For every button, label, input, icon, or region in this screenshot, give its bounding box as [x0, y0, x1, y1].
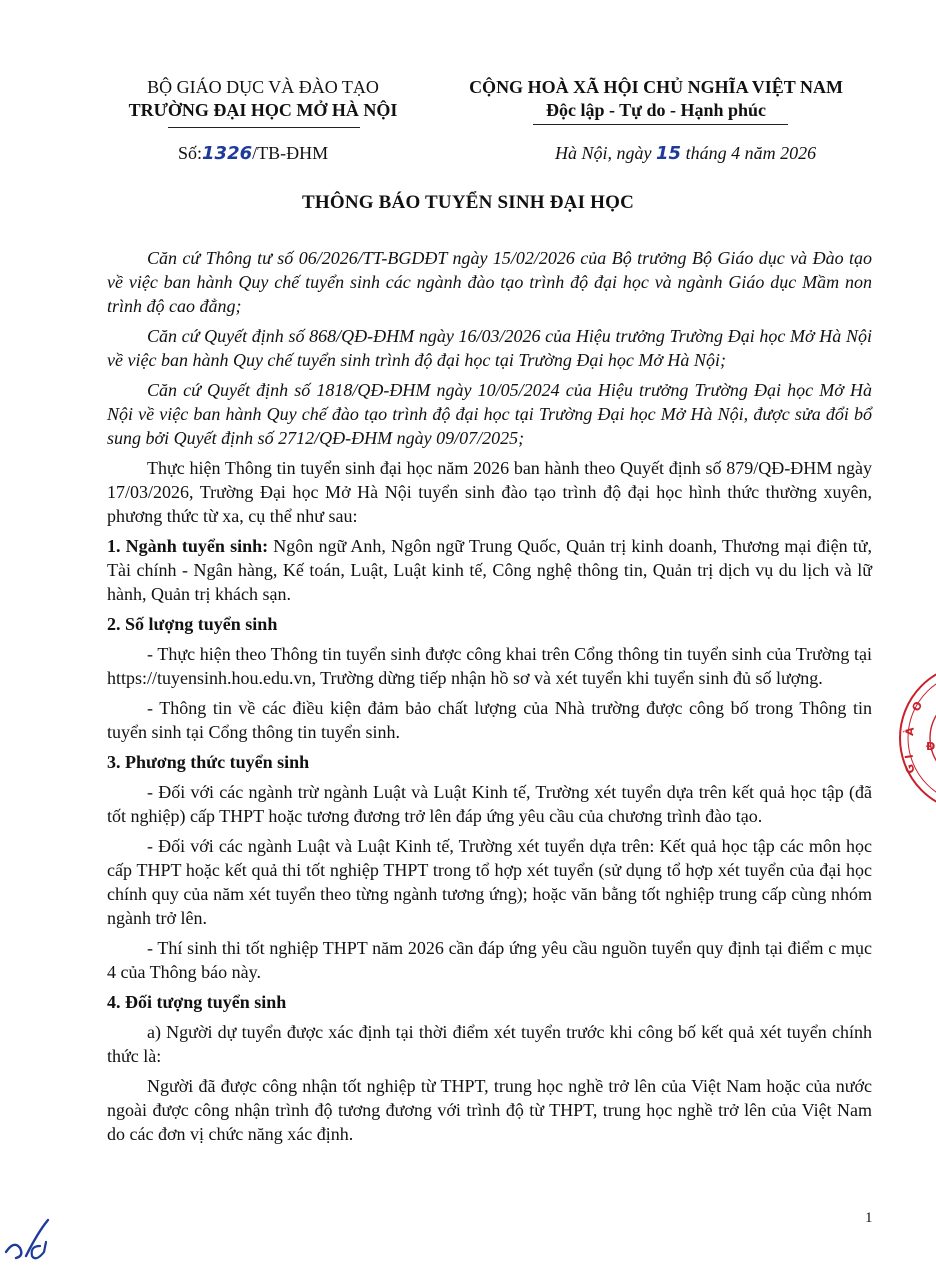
section-3-heading: 3. Phương thức tuyển sinh	[107, 752, 310, 772]
legal-basis-2: Căn cứ Quyết định số 868/QĐ-ĐHM ngày 16/03/2026 của Hiệu trưởng Trường Đại học Mở Hà Nội về việc ban hành Quy chế tuyển sinh trình độ đại học tại Trường Đại học Mở Hà Nội;	[107, 326, 872, 370]
national-motto: Độc lập - Tự do - Hạnh phúc	[545, 100, 767, 120]
section-1	[107, 534, 872, 606]
document-date	[555, 140, 816, 167]
legal-basis-3: Căn cứ Quyết định số 1818/QĐ-ĐHM ngày 10/05/2024 của Hiệu trưởng Trường Đại học Mở Hà Nội về việc ban hành Quy chế đào tạo trình độ đại học tại Trường Đại học Mở Hà Nội, được sửa đổi bổ sung bởi Quyết định số 2712/QĐ-ĐHM ngày 09/07/2025;	[107, 380, 872, 448]
ministry-name: BỘ GIÁO DỤC VÀ ĐÀO TẠO	[147, 77, 379, 97]
section-4-heading: 4. Đối tượng tuyển sinh	[107, 992, 287, 1012]
svg-text:I: I	[902, 753, 916, 760]
section-2-heading: 2. Số lượng tuyển sinh	[107, 614, 278, 634]
official-seal-fragment	[892, 672, 936, 804]
svg-text:O: O	[909, 699, 926, 714]
section-1-heading: 1. Ngành tuyển sinh:	[107, 536, 269, 556]
issuer-underline	[168, 127, 360, 128]
issuer-block	[108, 76, 418, 122]
document-title: THÔNG BÁO TUYỂN SINH ĐẠI HỌC	[302, 192, 634, 213]
legal-basis-1: Căn cứ Thông tư số 06/2026/TT-BGDĐT ngày 15/02/2026 của Bộ trưởng Bộ Giáo dục và Đào tạo về việc ban hành Quy chế tuyển sinh các ngành đào tạo trình độ đại học và ngành Giáo dục Mầm non trình độ cao đẳng;	[107, 248, 872, 316]
intro-paragraph: Thực hiện Thông tin tuyển sinh đại học năm 2026 ban hành theo Quyết định số 879/QĐ-ĐHM ngày 17/03/2026, Trường Đại học Mở Hà Nội tuyển sinh đào tạo trình độ đại học hình thức thường xuyên, phương thức từ xa, cụ thể như sau:	[107, 458, 872, 526]
handwritten-initials	[2, 1212, 62, 1272]
section-2-item: - Thực hiện theo Thông tin tuyển sinh được công khai trên Cổng thông tin tuyển sinh của Trường tại https://tuyensinh.hou.edu.vn, Trường dừng tiếp nhận hồ sơ và xét tuyển khi tuyển sinh đủ số lượng.	[107, 644, 872, 688]
svg-text:À: À	[903, 726, 917, 737]
university-name: TRƯỜNG ĐẠI HỌC MỞ HÀ NỘI	[128, 100, 398, 120]
date-day-handwritten: 15	[656, 143, 682, 164]
section-4-item: Người đã được công nhận tốt nghiệp từ THPT, trung học nghề trở lên của Việt Nam hoặc của nước ngoài được công nhận trình độ tương đương với trình độ từ THPT, trung học nghề trở lên của Việt Nam do các đơn vị chức năng xác định.	[107, 1076, 872, 1144]
svg-text:Đ: Đ	[926, 740, 936, 753]
document-number-prefix: Số:	[178, 143, 203, 163]
date-suffix: tháng 4 năm 2026	[685, 143, 817, 163]
country-name: CỘNG HOÀ XÃ HỘI CHỦ NGHĨA VIỆT NAM	[469, 77, 843, 97]
section-3-item: - Đối với các ngành trừ ngành Luật và Luật Kinh tế, Trường xét tuyển dựa trên kết quả học tập (đã tốt nghiệp) cấp THPT hoặc tương đương trở lên đáp ứng yêu cầu của chương trình đào tạo.	[107, 782, 872, 826]
page-number: 1	[865, 1210, 873, 1226]
document-number	[178, 140, 328, 167]
section-3-item: - Đối với các ngành Luật và Luật Kinh tế, Trường xét tuyển dựa trên: Kết quả học tập các môn học cấp THPT hoặc kết quả thi tốt nghiệp THPT trong tổ hợp xét tuyển (sử dụng tổ hợp xét tuyển của đại học chính quy của năm xét tuyển theo từng ngành tương ứng); hoặc văn bằng tốt nghiệp trung cấp cùng nhóm ngành trở lên.	[107, 836, 872, 928]
document-number-suffix: /TB-ĐHM	[252, 143, 329, 163]
section-4-item: a) Người dự tuyển được xác định tại thời điểm xét tuyển trước khi công bố kết quả xét tuyển chính thức là:	[107, 1022, 872, 1066]
svg-text:G: G	[902, 762, 918, 776]
document-number-handwritten: 1326	[202, 143, 253, 164]
section-2-item: - Thông tin về các điều kiện đảm bảo chất lượng của Nhà trường được công bố trong Thông tin tuyển sinh tại Cổng thông tin tuyển sinh.	[107, 698, 872, 742]
section-3-item: - Thí sinh thi tốt nghiệp THPT năm 2026 cần đáp ứng yêu cầu nguồn tuyển quy định tại điểm c mục 4 của Thông báo này.	[107, 938, 872, 982]
document-body	[107, 246, 872, 1152]
motto-underline	[533, 124, 788, 125]
date-prefix: Hà Nội, ngày	[555, 143, 652, 163]
section-1-text: Ngôn ngữ Anh, Ngôn ngữ Trung Quốc, Quản trị kinh doanh, Thương mại điện tử, Tài chính - Ngân hàng, Kế toán, Luật, Luật kinh tế, Công nghệ thông tin, Quản trị dịch vụ du lịch và lữ hành, Quản trị khách sạn.	[107, 536, 873, 604]
national-title-block	[450, 76, 862, 122]
